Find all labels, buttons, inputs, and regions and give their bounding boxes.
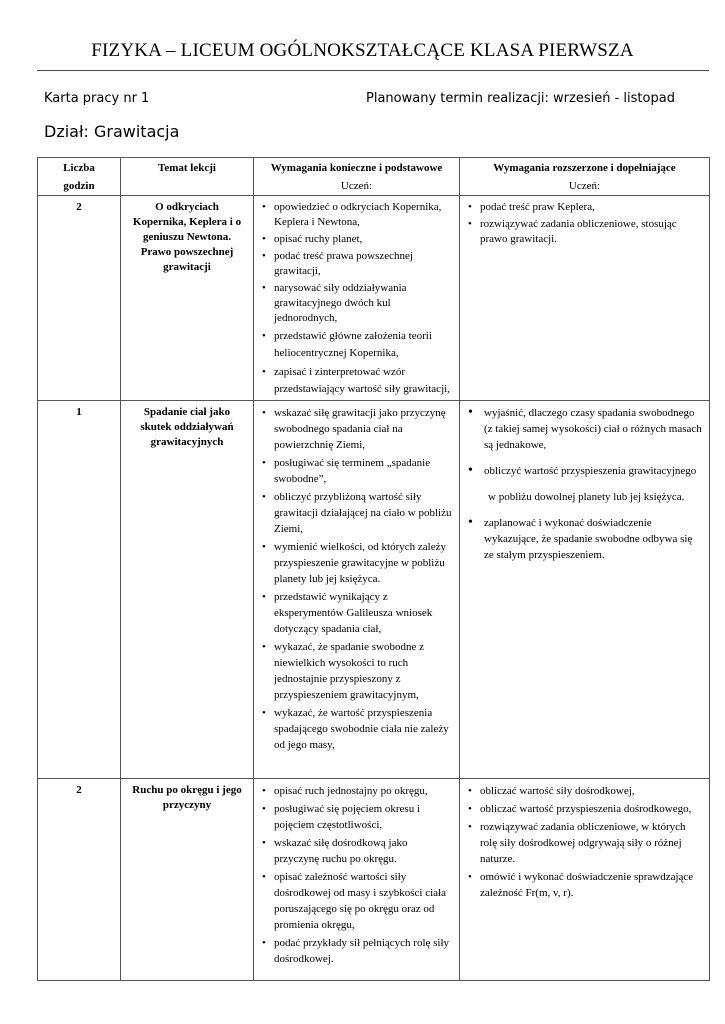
header-basic-sub: Uczeń: [340, 180, 373, 192]
row-hours: 1 [38, 401, 121, 779]
list-item: • obliczyć przybliżoną wartość siły grawitacji działającej na ciało w pobliżu Ziemi, [262, 489, 453, 537]
row-basic-requirements [254, 196, 460, 401]
row-extended-requirements [460, 196, 710, 401]
section-title: Dział: Grawitacja [44, 122, 180, 141]
list-item: • wskazać siłę grawitacji jako przyczynę swobodnego spadania ciał na powierzchnię Ziemi, [262, 405, 453, 453]
list-item: • wykazać, że wartość przyspieszenia spadającego swobodnie ciała nie zależy od jego masy, [262, 705, 453, 753]
header-extended-sub: Uczeń: [568, 180, 601, 192]
list-item: • obliczyć wartość przyspieszenia grawitacyjnego [468, 463, 703, 479]
list-item: • zapisać i zinterpretować wzór przedstawiający wartość siły grawitacji, [262, 364, 453, 398]
header-hours-line2: godzin [63, 180, 95, 192]
document-title: FIZYKA – LICEUM OGÓLNOKSZTAŁCĄCE KLASA PIERWSZA [91, 40, 634, 61]
row-topic: Ruchu po okręgu i jego przyczyny [121, 779, 254, 981]
header-topic [121, 158, 254, 196]
list-item: • podać treść praw Keplera, [468, 200, 703, 215]
table-header-row [38, 158, 710, 196]
list-item: • opisać ruchy planet, [262, 232, 453, 247]
list-item: • podać treść prawa powszechnej grawitacji, [262, 249, 453, 279]
header-topic-label: Temat lekcji [158, 162, 216, 174]
list-item: • rozwiązywać zadania obliczeniowe, stosując prawo grawitacji. [468, 217, 703, 247]
list-item: • opisać zależność wartości siły dośrodkowej od masy i szybkości ciała poruszającego się po okręgu oraz od promienia okręgu, [262, 869, 453, 933]
list-item: • posługiwać się pojęciem okresu i pojęciem częstotliwości, [262, 801, 453, 833]
list-item: • przedstawić wynikający z eksperymentów Galileusza wniosek dotyczący spadania ciał, [262, 589, 453, 637]
list-item: • omówić i wykonać doświadczenie sprawdzające zależność Fr(m, v, r). [468, 869, 703, 901]
row-topic: Spadanie ciał jako skutek oddziaływań grawitacyjnych [121, 401, 254, 779]
list-item: • posługiwać się terminem „spadanie swobodne”, [262, 455, 453, 487]
table-row [38, 196, 710, 401]
list-item: • narysować siły oddziaływania grawitacyjnego dwóch kul jednorodnych, [262, 281, 453, 326]
list-item: • wykazać, że spadanie swobodne z niewielkich wysokości to ruch jednostajnie przyspieszony z przyspieszeniem grawitacyjnym, [262, 639, 453, 703]
list-item: • opisać ruch jednostajny po okręgu, [262, 783, 453, 799]
header-extended-label: Wymagania rozszerzone i dopełniające [493, 162, 676, 174]
table-row [38, 779, 710, 981]
row-topic: O odkryciach Kopernika, Keplera i o geniuszu Newtona. Prawo powszechnej grawitacji [121, 196, 254, 401]
header-extended [460, 158, 710, 196]
header-hours-line1: Liczba [63, 162, 95, 174]
row-hours: 2 [38, 779, 121, 981]
header-hours [38, 158, 121, 196]
row-basic-requirements [254, 779, 460, 981]
header-basic [254, 158, 460, 196]
list-item: • przedstawić główne założenia teorii heliocentrycznej Kopernika, [262, 328, 453, 362]
list-item: • obliczać wartość przyspieszenia dośrodkowego, [468, 801, 703, 817]
list-item: • rozwiązywać zadania obliczeniowe, w których rolę siły dośrodkowej odgrywają siły o różnej naturze. [468, 819, 703, 867]
list-item: • opowiedzieć o odkryciach Kopernika, Keplera i Newtona, [262, 200, 453, 230]
worksheet-number: Karta pracy nr 1 [44, 91, 150, 106]
row-extended-requirements [460, 779, 710, 981]
list-item: • podać przykłady sił pełniących rolę siły dośrodkowej. [262, 935, 453, 967]
row-basic-requirements [254, 401, 460, 779]
extended-continuation: w pobliżu dowolnej planety lub jej księżyca. [488, 491, 685, 503]
planned-deadline: Planowany termin realizacji: wrzesień - listopad [366, 91, 675, 106]
list-item: • obliczać wartość siły dośrodkowej, [468, 783, 703, 799]
table-row [38, 401, 710, 779]
lesson-plan-table [37, 157, 710, 981]
title-divider [37, 70, 709, 71]
list-item: • zaplanować i wykonać doświadczenie wykazujące, że spadanie swobodne odbywa się ze stałym przyspieszeniem. [468, 515, 703, 563]
header-basic-label: Wymagania konieczne i podstawowe [270, 162, 443, 174]
list-item: • wymienić wielkości, od których zależy przyspieszenie grawitacyjne w pobliżu planety lub jej księżyca. [262, 539, 453, 587]
row-hours: 2 [38, 196, 121, 401]
row-extended-requirements [460, 401, 710, 779]
list-item: • wyjaśnić, dlaczego czasy spadania swobodnego (z takiej samej wysokości) ciał o różnych masach są jednakowe, [468, 405, 703, 453]
list-item: • wskazać siłę dośrodkową jako przyczynę ruchu po okręgu. [262, 835, 453, 867]
